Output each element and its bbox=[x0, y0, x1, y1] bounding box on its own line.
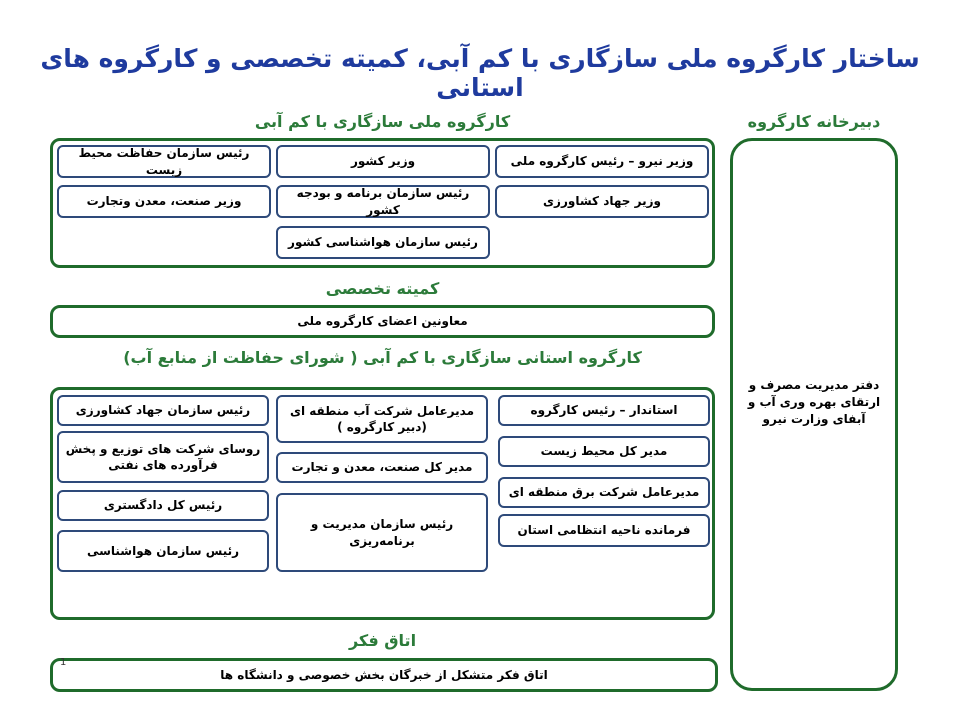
provincial-member-card: استاندار – رئیس کارگروه bbox=[498, 395, 710, 426]
provincial-member-card: رئیس سازمان مدیریت و برنامه‌ریزی bbox=[276, 493, 488, 572]
provincial-heading: کارگروه استانی سازگاری با کم آبی ( شورای حفاظت از منابع آب) bbox=[123, 348, 642, 367]
provincial-member-card: مدیرعامل شرکت آب منطقه ای (دبیر کارگروه ) bbox=[276, 395, 488, 443]
provincial-member-card: مدیر کل محیط زیست bbox=[498, 436, 710, 467]
provincial-member-card: مدیر کل صنعت، معدن و تجارت bbox=[276, 452, 488, 483]
page-number: 1 bbox=[60, 657, 67, 668]
page-title: ساختار کارگروه ملی سازگاری با کم آبی، کمیته تخصصی و کارگروه های استانی bbox=[40, 44, 920, 102]
national-member-card: وزیر صنعت، معدن وتجارت bbox=[57, 185, 271, 218]
committee-heading: کمیته تخصصی bbox=[325, 279, 440, 298]
provincial-member-card: روسای شرکت های توزیع و پخش فرآورده های نفتی bbox=[57, 431, 269, 483]
national-member-card: رئیس سازمان حفاظت محیط زیست bbox=[57, 145, 271, 178]
provincial-member-card: مدیرعامل شرکت برق منطقه ای bbox=[498, 477, 710, 508]
provincial-member-card: رئیس سازمان هواشناسی bbox=[57, 530, 269, 572]
secretariat-heading: دبیرخانه کارگروه bbox=[747, 112, 881, 131]
think-tank-heading: اتاق فکر bbox=[348, 631, 417, 650]
national-member-card: وزیر نیرو – رئیس کارگروه ملی bbox=[495, 145, 709, 178]
national-member-card: وزیر کشور bbox=[276, 145, 490, 178]
provincial-member-card: فرمانده ناحیه انتظامی استان bbox=[498, 514, 710, 547]
provincial-member-card: رئیس سازمان جهاد کشاورزی bbox=[57, 395, 269, 426]
national-member-card: وزیر جهاد کشاورزی bbox=[495, 185, 709, 218]
secretariat-panel bbox=[730, 138, 898, 691]
committee-text: معاونین اعضای کارگروه ملی bbox=[297, 314, 468, 329]
national-heading: کارگروه ملی سازگاری با کم آبی bbox=[254, 112, 511, 131]
secretariat-text: دفتر مدیریت مصرف و ارتقای بهره وری آب و آبفای وزارت نیرو bbox=[747, 378, 881, 426]
provincial-member-card: رئیس کل دادگستری bbox=[57, 490, 269, 521]
think-tank-text: اتاق فکر متشکل از خبرگان بخش خصوصی و دانشگاه ها bbox=[220, 667, 548, 682]
national-member-card: رئیس سازمان برنامه و بودجه کشور bbox=[276, 185, 490, 218]
national-member-card: رئیس سازمان هواشناسی کشور bbox=[276, 226, 490, 259]
